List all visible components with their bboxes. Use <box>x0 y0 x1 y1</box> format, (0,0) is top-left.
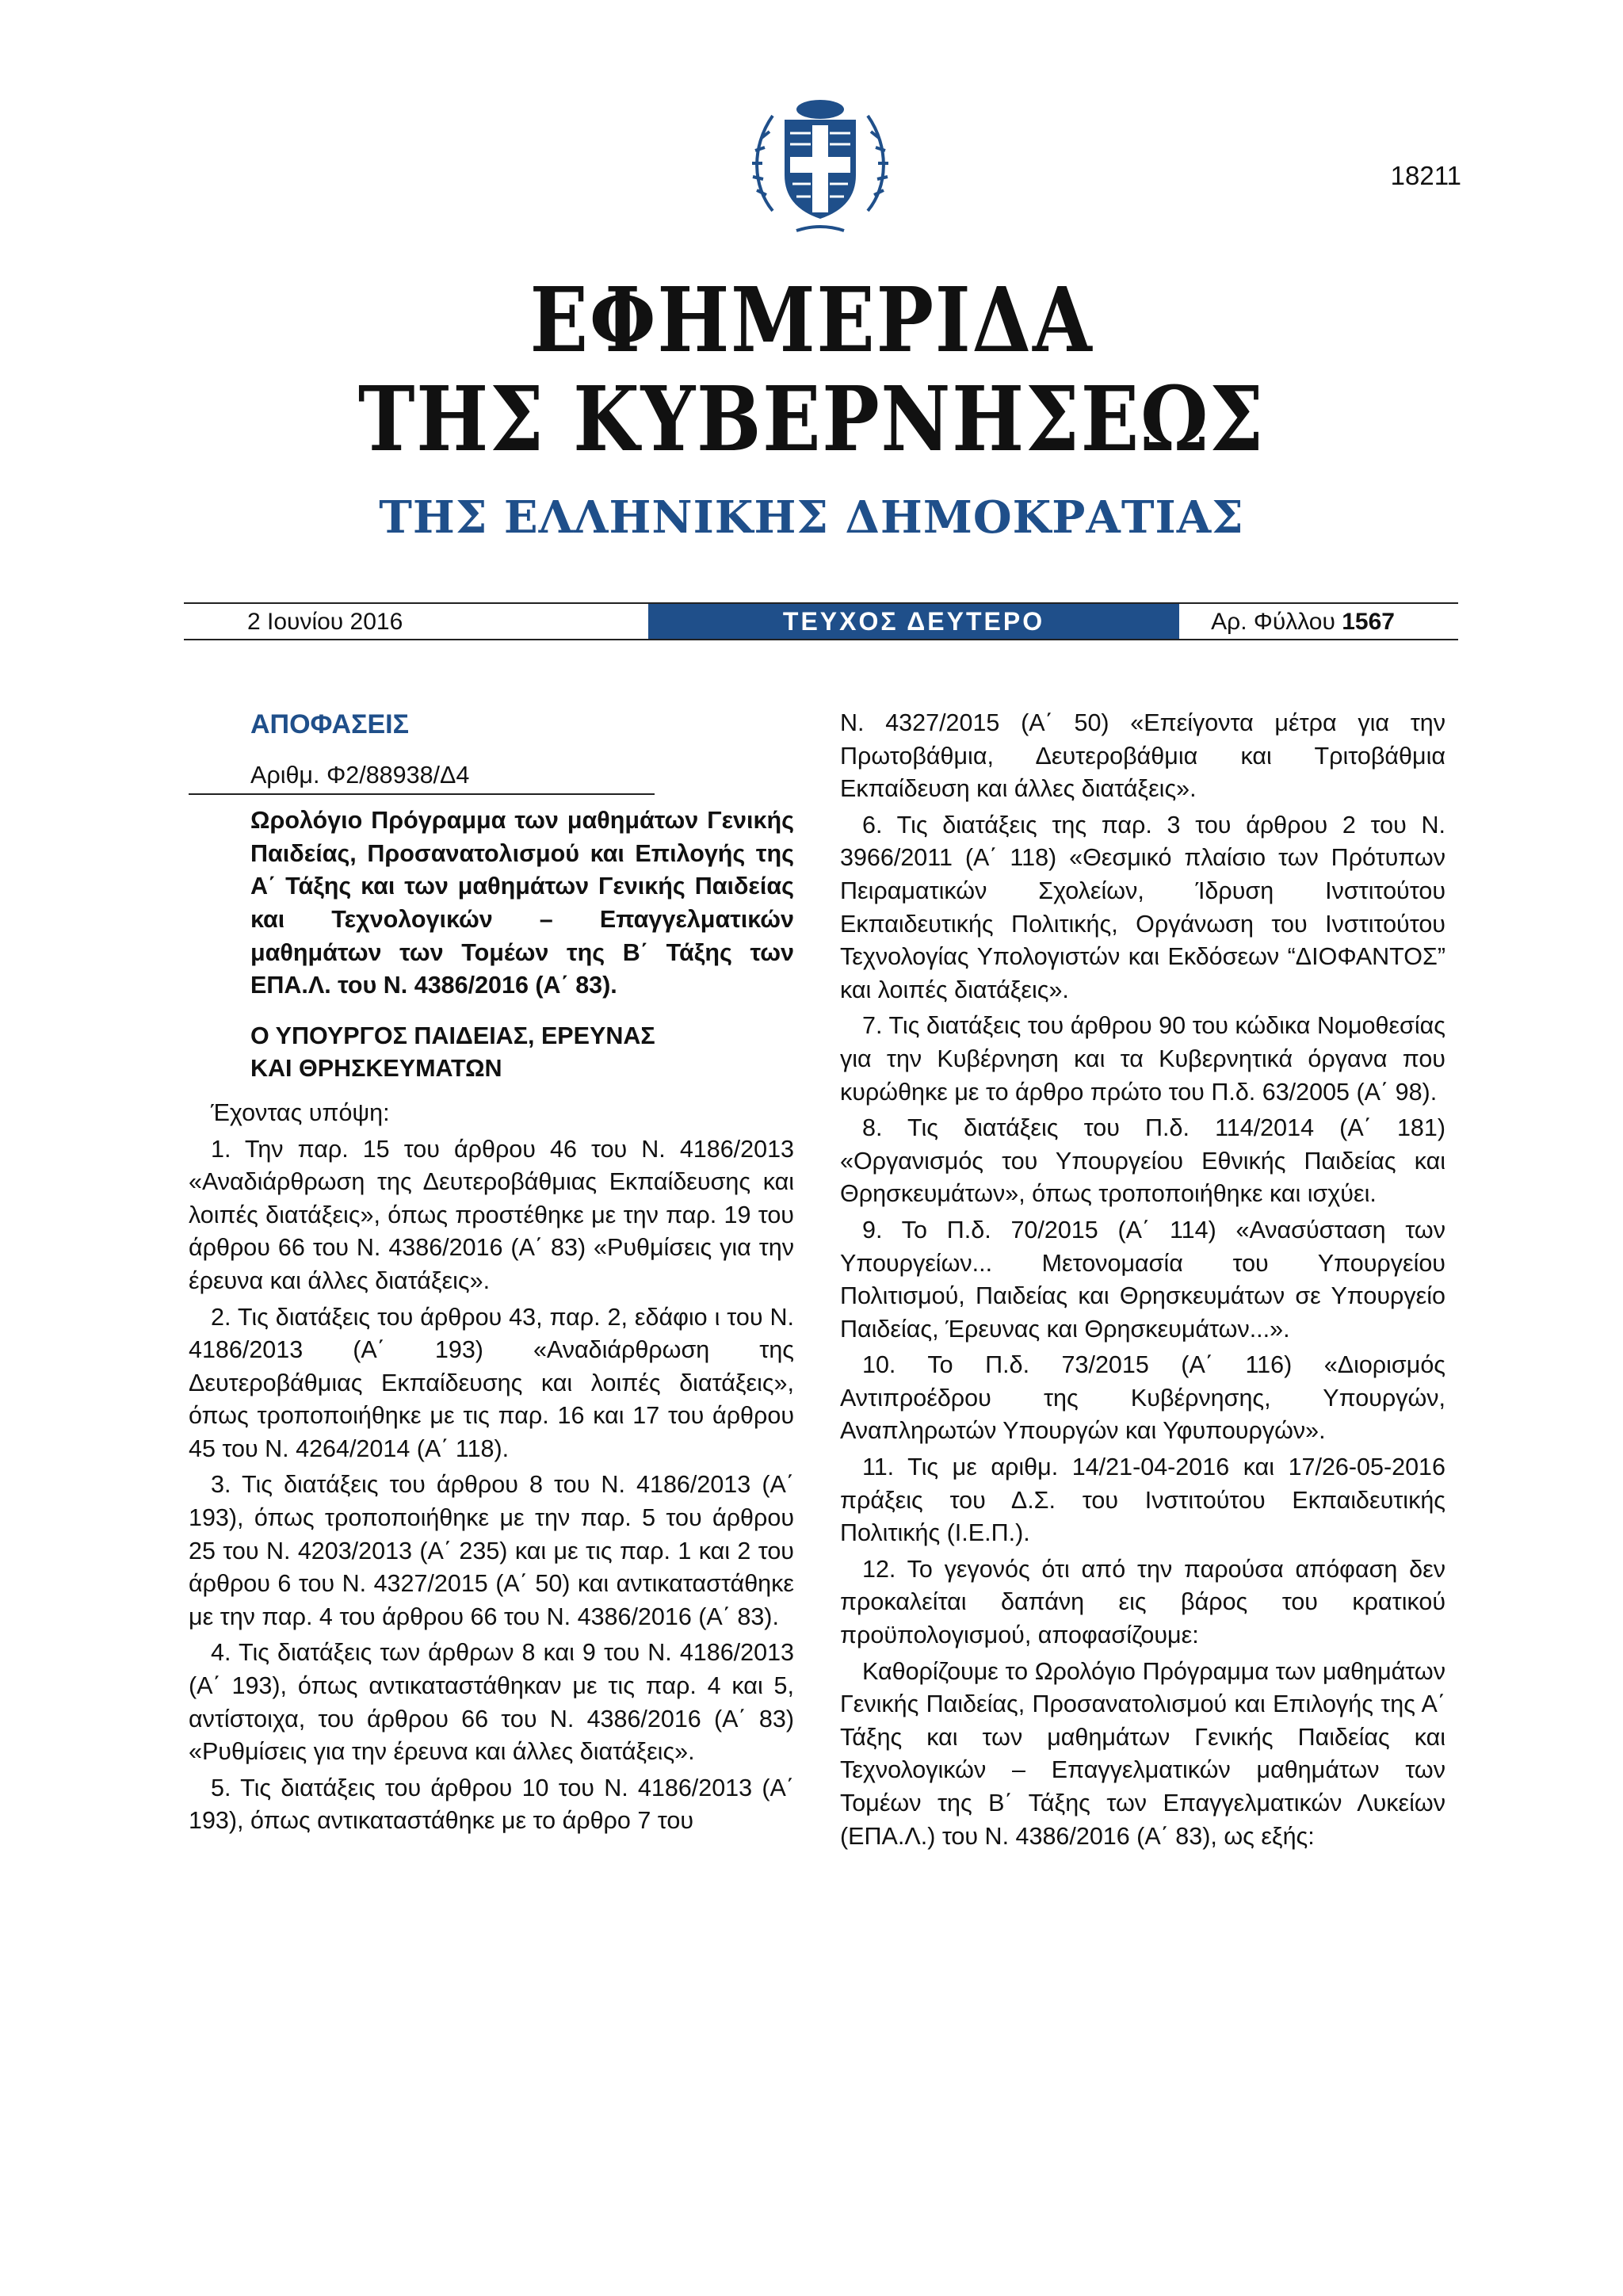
right-column <box>840 707 1445 1856</box>
paragraph: Καθορίζουμε το Ωρολόγιο Πρόγραμμα των μαθημάτων Γενικής Παιδείας, Προσανατολισμού και Επιλογής της Α΄ Τάξης και των μαθημάτων Γενικής Παιδείας και Τεχνολογικών – Επαγγελματικών μαθημάτων των Τομέων της Β΄ Τάξης των Επαγγελματικών Λυκείων (ΕΠΑ.Λ.) του Ν. 4386/2016 (Α΄ 83), ως εξής: <box>840 1657 1445 1850</box>
left-column <box>189 704 794 1841</box>
masthead-title-line-1: ΕΦΗΜΕΡΙΔΑ <box>529 269 1094 372</box>
masthead-subtitle: ΤΗΣ ΕΛΛΗΝΙΚΗΣ ΔΗΜΟΚΡΑΤΙΑΣ <box>379 491 1244 544</box>
issue-date: 2 Ιουνίου 2016 <box>247 609 403 635</box>
paragraph: Έχοντας υπόψη: <box>211 1098 390 1126</box>
paragraph: 12. Το γεγονός ότι από την παρούσα απόφαση δεν προκαλείται δαπάνη εις βάρος του κρατικού προϋπολογισμού, αποφασίζουμε: <box>840 1555 1445 1649</box>
paragraph: 2. Τις διατάξεις του άρθρου 43, παρ. 2, εδάφιο ι του Ν. 4186/2013 (Α΄ 193) «Αναδιάρθρωση της Δευτεροβάθμιας Εκπαίδευσης και λοιπές διατάξεις», όπως τροποποιήθηκε με τις παρ. 16 και 17 του άρθρου 45 του Ν. 4264/2014 (Α΄ 118). <box>189 1303 794 1462</box>
paragraph: 3. Τις διατάξεις του άρθρου 8 του Ν. 4186/2013 (Α΄ 193), όπως τροποποιήθηκε με την παρ. 5 του άρθρου 25 του Ν. 4203/2013 (Α΄ 235) και με τις παρ. 1 και 2 του άρθρου 6 του Ν. 4327/2015 (Α΄ 50) και αντικαταστάθηκε με την παρ. 4 του άρθρου 66 του Ν. 4386/2016 (Α΄ 83). <box>189 1471 794 1630</box>
page-number: 18211 <box>1390 161 1461 190</box>
paragraph: 6. Τις διατάξεις της παρ. 3 του άρθρου 2 του Ν. 3966/2011 (Α΄ 118) «Θεσμικό πλαίσιο των Πρότυπων Πειραματικών Σχολείων, Ίδρυση Ινστιτούτου Εκπαιδευτικής Πολιτικής, Οργάνωση του Ινστιτούτου Τεχνολογίας Υπολογιστών και Εκδόσεων “ΔΙΟΦΑΝΤΟΣ” και λοιπές διατάξεις». <box>840 811 1445 1003</box>
section-heading: ΑΠΟΦΑΣΕΙΣ <box>250 709 410 739</box>
sheet-label: Αρ. Φύλλου <box>1211 609 1335 635</box>
issue-series-tag: ΤΕΥΧΟΣ ΔΕΥΤΕΡΟ <box>648 604 1179 639</box>
decision-subject: Ωρολόγιο Πρόγραμμα των μαθημάτων Γενικής Παιδείας, Προσανατολισμού και Επιλογής της Α΄ Τάξης και των μαθημάτων Γενικής Παιδείας και Τεχνολογικών – Επαγγελματικών μαθημάτων των Τομέων της Β΄ Τάξης των ΕΠΑ.Λ. του Ν. 4386/2016 (Α΄ 83). <box>250 807 794 999</box>
greek-coat-of-arms-emblem <box>749 92 892 246</box>
masthead-title-line-2: ΤΗΣ ΚΥΒΕΡΝΗΣΕΩΣ <box>357 368 1266 472</box>
minister-line-2: ΚΑΙ ΘΡΗΣΚΕΥΜΑΤΩΝ <box>250 1055 502 1083</box>
paragraph: 11. Τις με αριθμ. 14/21-04-2016 και 17/26-05-2016 πράξεις του Δ.Σ. του Ινστιτούτου Εκπαιδευτικής Πολιτικής (Ι.Ε.Π.). <box>840 1454 1445 1547</box>
minister-line-1: Ο ΥΠΟΥΡΓΟΣ ΠΑΙΔΕΙΑΣ, ΕΡΕΥΝΑΣ <box>250 1022 655 1049</box>
paragraph: 9. Το Π.δ. 70/2015 (Α΄ 114) «Ανασύσταση των Υπουργείων... Μετονομασία του Υπουργείου Πολιτισμού, Παιδείας και Θρησκευμάτων σε Υπουργείο Παιδείας, Έρευνας και Θρησκευμάτων...». <box>840 1216 1445 1343</box>
paragraph: 4. Τις διατάξεις των άρθρων 8 και 9 του Ν. 4186/2013 (Α΄ 193), όπως αντικαταστάθηκαν με τις παρ. 4 και 5, αντίστοιχα, του άρθρου 66 του Ν. 4386/2016 (Α΄ 83) «Ρυθμίσεις για την έρευνα και άλλες διατάξεις». <box>189 1639 794 1766</box>
issuing-minister <box>250 1020 794 1086</box>
issue-info-bar <box>184 602 1458 640</box>
sheet-number: 1567 <box>1342 609 1395 635</box>
paragraph: 8. Τις διατάξεις του Π.δ. 114/2014 (Α΄ 181) «Οργανισμός του Υπουργείου Εθνικής Παιδείας και Θρησκευμάτων», όπως τροποποιήθηκε και ισχύει. <box>840 1114 1445 1208</box>
paragraph: Ν. 4327/2015 (Α΄ 50) «Επείγοντα μέτρα για την Πρωτοβάθμια, Δευτεροβάθμια και Τριτοβάθμια Εκπαίδευση και άλλες διατάξεις». <box>840 709 1445 803</box>
paragraph: 5. Τις διατάξεις του άρθρου 10 του Ν. 4186/2013 (Α΄ 193), όπως αντικαταστάθηκε με το άρθρο 7 του <box>189 1774 794 1835</box>
paragraph: 10. Το Π.δ. 73/2015 (Α΄ 116) «Διορισμός Αντιπροέδρου της Κυβέρνησης, Υπουργών, Αναπληρωτών Υπουργών και Υφυπουργών». <box>840 1351 1445 1445</box>
paragraph: 7. Τις διατάξεις του άρθρου 90 του κώδικα Νομοθεσίας για την Κυβέρνηση και τα Κυβερνητικά όργανα που κυρώθηκε με το άρθρο πρώτο του Π.δ. 63/2005 (Α΄ 98). <box>840 1012 1445 1106</box>
decision-number: Αριθμ. Φ2/88938/Δ4 <box>189 759 655 796</box>
paragraph: 1. Την παρ. 15 του άρθρου 46 του Ν. 4186/2013 «Αναδιάρθρωση της Δευτεροβάθμιας Εκπαίδευσης και λοιπές διατάξεις», όπως προστέθηκε με την παρ. 19 του άρθρου 66 του Ν. 4386/2016 (Α΄ 83) «Ρυθμίσεις για την έρευνα και άλλες διατάξεις». <box>189 1135 794 1294</box>
issue-sheet-number <box>1211 609 1395 636</box>
